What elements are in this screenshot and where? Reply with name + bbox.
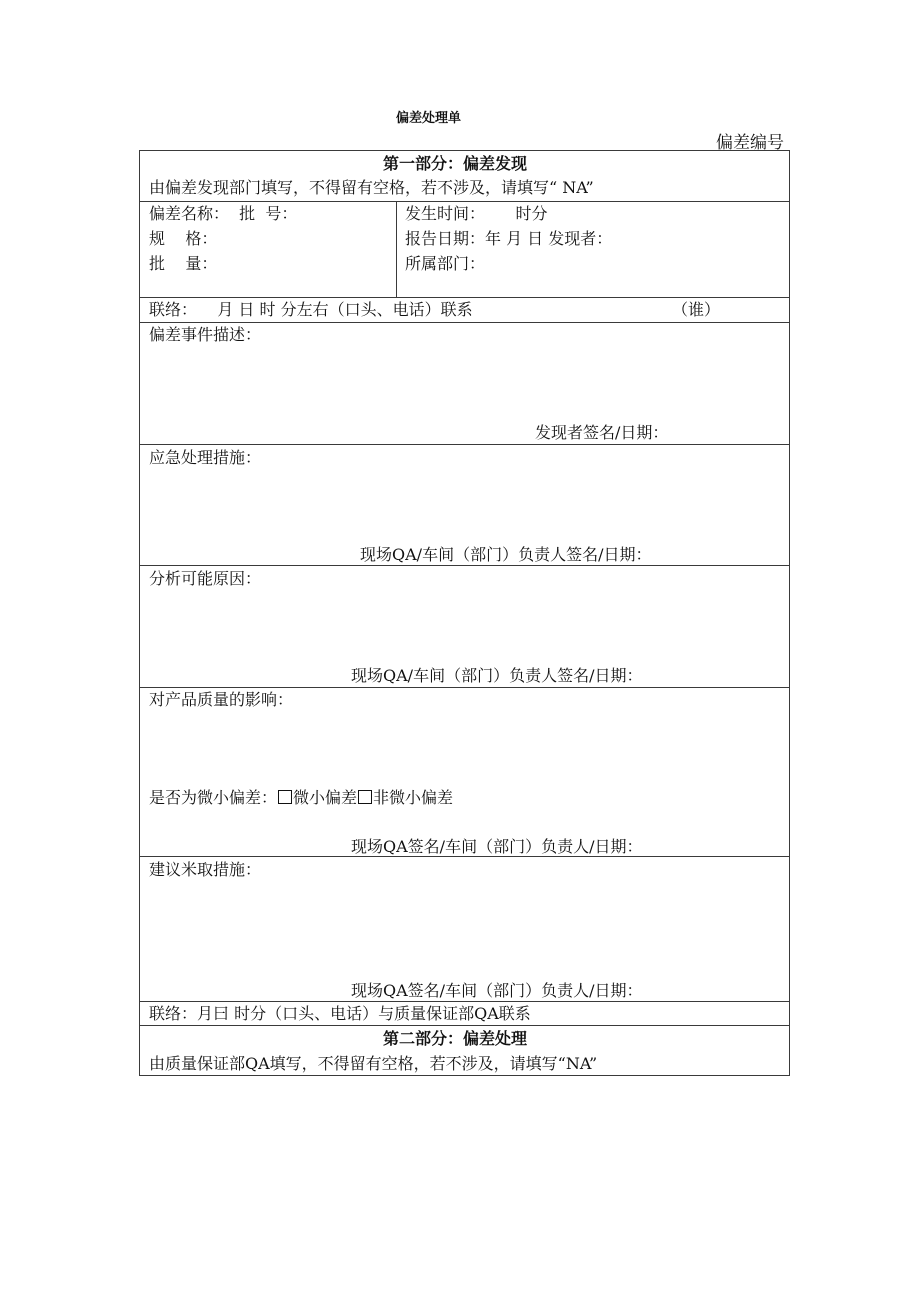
field-department: 所属部门： (405, 254, 486, 273)
option-minor-label: 微小偏差 (293, 788, 358, 807)
non-minor-checkbox[interactable] (358, 790, 372, 804)
minor-question: 是否为微小偏差： (149, 788, 278, 807)
impact-label: 对产品质量的影响： (149, 690, 294, 709)
emergency-signature: 现场QA/车间（部门）负责人签名/日期： (360, 545, 652, 564)
part2-instruction: 由质量保证部QA填写，不得留有空格，若不涉及，请填写“NA” (149, 1054, 598, 1073)
option-non-minor-label: 非微小偏差 (373, 788, 454, 807)
field-occurrence-time: 发生时间： 时分 (405, 204, 548, 223)
description-signature: 发现者签名/日期： (535, 423, 669, 442)
contact-line: 联络： 月 日 时 分左右（口头、电话）联系 (149, 300, 473, 319)
suggestion-label: 建议米取措施： (149, 860, 262, 879)
qa-contact-line: 联络：月曰 时分（口头、电话）与质量保证部QA联系 (149, 1004, 531, 1023)
row-divider (140, 1001, 789, 1002)
deviation-form (139, 150, 790, 1076)
field-report-date-discoverer: 报告日期：年 月 日 发现者： (405, 229, 613, 248)
part2-heading: 第二部分：偏差处理 (383, 1029, 528, 1048)
description-label: 偏差事件描述： (149, 325, 262, 344)
contact-who: （谁） (672, 300, 721, 319)
row-divider (140, 201, 789, 202)
row-divider (140, 444, 789, 445)
row-divider (140, 565, 789, 566)
field-specification: 规 格： (149, 229, 218, 248)
row-divider (140, 687, 789, 688)
minor-deviation-row (149, 788, 453, 808)
row-divider (140, 322, 789, 323)
deviation-number-label: 偏差编号 (716, 133, 784, 153)
impact-signature: 现场QA签名/车间（部门）负责人/日期： (351, 837, 643, 856)
form-title: 偏差处理单 (396, 111, 462, 126)
field-batch-size: 批 量： (149, 254, 218, 273)
minor-checkbox[interactable] (278, 790, 292, 804)
row-divider (140, 1025, 789, 1026)
row-divider (140, 297, 789, 298)
cause-signature: 现场QA/车间（部门）负责人签名/日期： (351, 666, 643, 685)
emergency-label: 应急处理措施： (149, 448, 262, 467)
field-deviation-name-batch: 偏差名称： 批 号： (149, 204, 298, 223)
suggestion-signature: 现场QA签名/车间（部门）负责人/日期： (351, 981, 643, 1000)
cause-label: 分析可能原因： (149, 569, 262, 588)
part1-heading: 第一部分：偏差发现 (383, 154, 528, 173)
column-divider (396, 201, 397, 297)
part1-instruction: 由偏差发现部门填写，不得留有空格，若不涉及，请填写“ NA” (149, 178, 594, 197)
